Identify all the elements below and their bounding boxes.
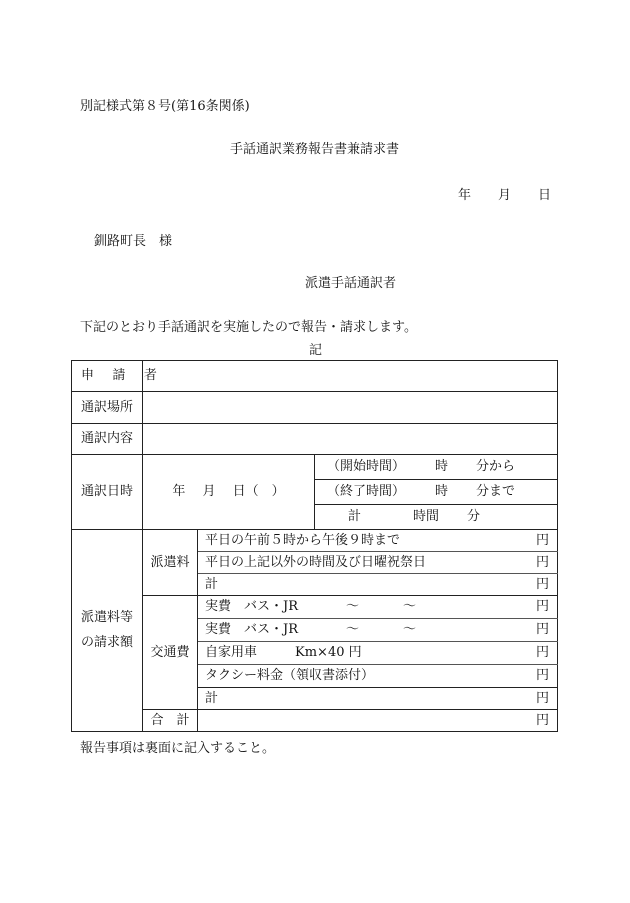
transport-subtotal-row[interactable]: 計 円 <box>198 688 558 710</box>
sender-label: 派遣手話通訳者 <box>305 276 397 291</box>
addressee: 釧路町長 様 <box>94 234 173 249</box>
ki-mark: 記 <box>309 343 323 358</box>
applicant-label: 申 請 者 <box>72 361 143 392</box>
dispatch-holiday-row[interactable]: 平日の上記以外の時間及び日曜祝祭日 円 <box>198 552 558 574</box>
transport-car-row[interactable]: 自家用車 Km×40 円 円 <box>198 642 558 665</box>
footer-note: 報告事項は裏面に記入すること。 <box>80 741 276 756</box>
intro-text: 下記のとおり手話通訳を実施したので報告・請求します。 <box>80 320 417 335</box>
date-day-label: 日 <box>538 188 552 203</box>
grand-total-field[interactable]: 円 <box>198 710 558 732</box>
document-title: 手話通訳業務報告書兼請求書 <box>230 142 400 157</box>
form-number: 別記様式第８号(第16条関係) <box>80 99 250 114</box>
date-year-label: 年 <box>458 188 472 203</box>
datetime-label: 通訳日時 <box>72 455 143 530</box>
date-field-text: 年 月 日（ ） <box>172 484 285 500</box>
dispatch-subtotal-row[interactable]: 計 円 <box>198 574 558 596</box>
transport-fee-label: 交通費 <box>143 596 198 710</box>
date-month-label: 月 <box>498 188 512 203</box>
end-time-row[interactable]: （終了時間） 時 分まで <box>315 480 558 505</box>
content-field[interactable] <box>143 424 558 455</box>
dispatch-fee-label: 派遣料 <box>143 530 198 596</box>
transport-bus-row-2[interactable]: 実費 バス・JR ～ ～ 円 <box>198 619 558 642</box>
grand-total-label: 合 計 <box>143 710 198 732</box>
applicant-field[interactable] <box>143 361 558 392</box>
content-label: 通訳内容 <box>72 424 143 455</box>
transport-bus-row-1[interactable]: 実費 バス・JR ～ ～ 円 <box>198 596 558 619</box>
place-field[interactable] <box>143 392 558 424</box>
report-form-table <box>71 360 558 732</box>
place-label: 通訳場所 <box>72 392 143 424</box>
fees-group-label: 派遣料等 の請求額 <box>72 530 143 732</box>
total-time-row[interactable]: 計 時間 分 <box>315 505 558 530</box>
transport-taxi-row[interactable]: タクシー料金（領収書添付） 円 <box>198 665 558 688</box>
date-field[interactable] <box>143 455 315 530</box>
start-time-row[interactable]: （開始時間） 時 分から <box>315 455 558 480</box>
dispatch-weekday-row[interactable]: 平日の午前５時から午後９時まで 円 <box>198 530 558 552</box>
